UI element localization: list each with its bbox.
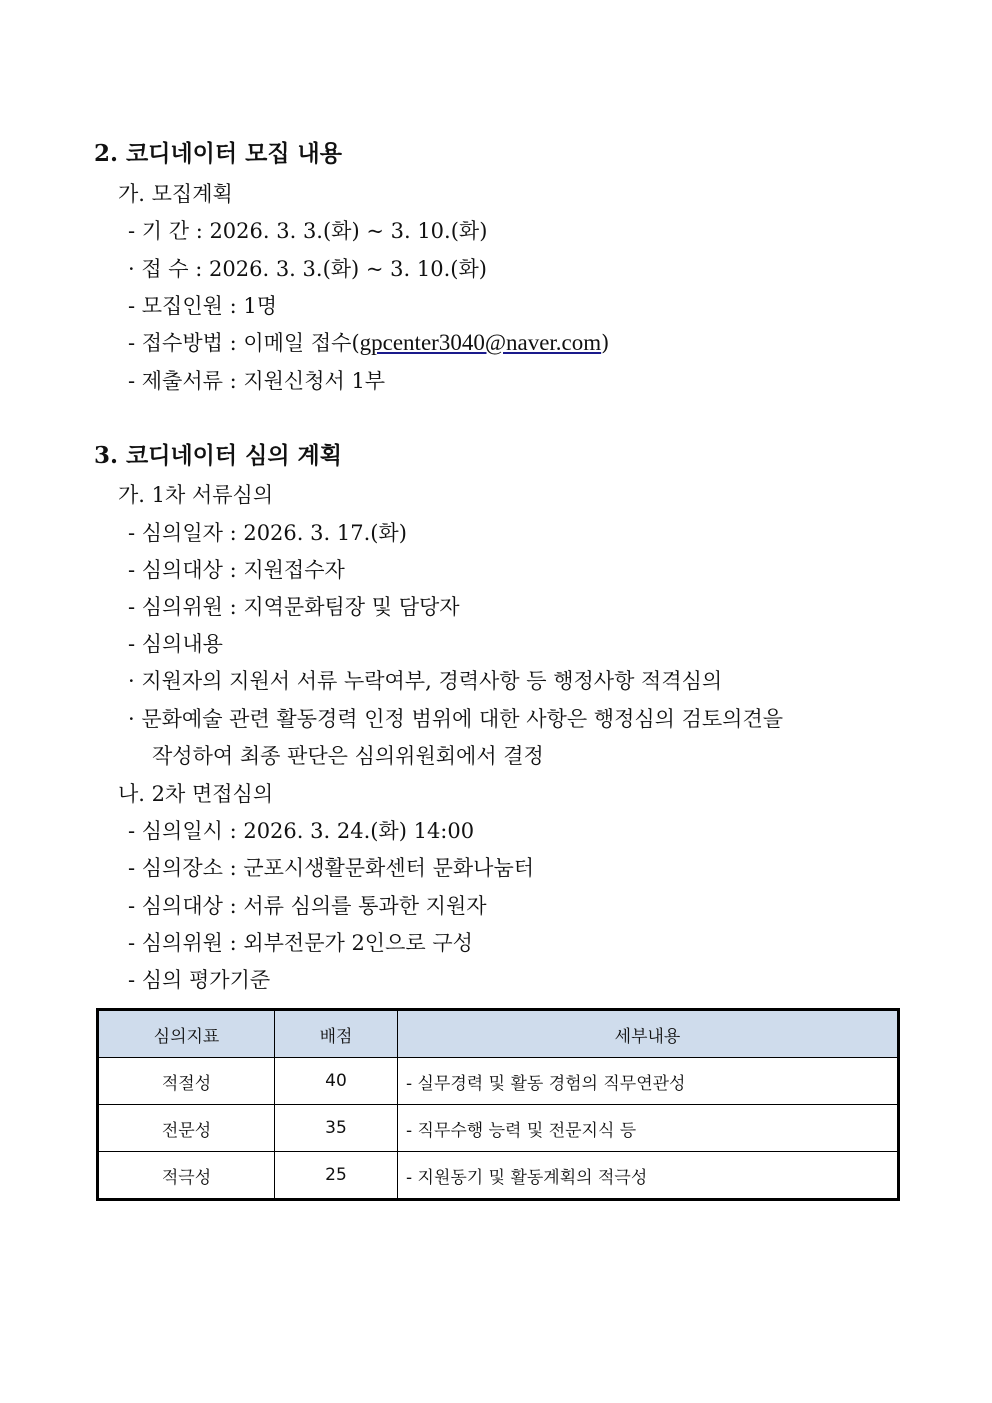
list-item: · 접 수 : 2026. 3. 3.(화) ~ 3. 10.(화) bbox=[128, 257, 487, 281]
detail-cell: - 지원동기 및 활동계획의 적극성 bbox=[398, 1152, 899, 1200]
criterion-cell: 적극성 bbox=[98, 1152, 275, 1200]
list-item: - 심의위원 : 지역문화팀장 및 담당자 bbox=[128, 595, 460, 619]
list-item: - 심의위원 : 외부전문가 2인으로 구성 bbox=[128, 931, 473, 955]
list-item: · 지원자의 지원서 서류 누락여부, 경력사항 등 행정사항 적격심의 bbox=[128, 669, 723, 693]
list-item-text: ) bbox=[601, 331, 610, 355]
criterion-cell: 적절성 bbox=[98, 1058, 275, 1105]
section-heading: 2. 코디네이터 모집 내용 bbox=[94, 140, 342, 167]
list-item bbox=[128, 329, 609, 357]
list-item: - 심의대상 : 서류 심의를 통과한 지원자 bbox=[128, 894, 487, 918]
column-header: 세부내용 bbox=[398, 1010, 899, 1058]
list-item-continuation: 작성하여 최종 판단은 심의위원회에서 결정 bbox=[152, 744, 544, 768]
column-header: 배점 bbox=[275, 1010, 398, 1058]
list-item: - 심의내용 bbox=[128, 632, 223, 656]
email-link[interactable]: gpcenter3040@naver.com bbox=[359, 330, 602, 355]
list-item: - 심의 평가기준 bbox=[128, 968, 271, 992]
list-item: - 기 간 : 2026. 3. 3.(화) ~ 3. 10.(화) bbox=[128, 219, 488, 243]
list-item: - 심의일시 : 2026. 3. 24.(화) 14:00 bbox=[128, 819, 475, 843]
list-item-text: - 접수방법 : 이메일 접수( bbox=[128, 331, 360, 355]
criterion-cell: 전문성 bbox=[98, 1105, 275, 1152]
column-header: 심의지표 bbox=[98, 1010, 275, 1058]
subsection-heading: 나. 2차 면접심의 bbox=[118, 782, 274, 806]
subsection-heading: 가. 1차 서류심의 bbox=[118, 483, 274, 507]
table-row bbox=[98, 1058, 899, 1105]
list-item: - 제출서류 : 지원신청서 1부 bbox=[128, 369, 386, 393]
table-row bbox=[98, 1152, 899, 1200]
list-item: - 모집인원 : 1명 bbox=[128, 294, 277, 318]
detail-cell: - 직무수행 능력 및 전문지식 등 bbox=[398, 1105, 899, 1152]
subsection-heading: 가. 모집계획 bbox=[118, 182, 233, 206]
list-item: - 심의대상 : 지원접수자 bbox=[128, 558, 345, 582]
detail-cell: - 실무경력 및 활동 경험의 직무연관성 bbox=[398, 1058, 899, 1105]
list-item: - 심의장소 : 군포시생활문화센터 문화나눔터 bbox=[128, 856, 535, 880]
score-cell: 25 bbox=[275, 1152, 398, 1200]
list-item: · 문화예술 관련 활동경력 인정 범위에 대한 사항은 행정심의 검토의견을 bbox=[128, 707, 784, 731]
table-row bbox=[98, 1105, 899, 1152]
list-item: - 심의일자 : 2026. 3. 17.(화) bbox=[128, 521, 407, 545]
table-header-row bbox=[98, 1010, 899, 1058]
section-heading: 3. 코디네이터 심의 계획 bbox=[94, 442, 342, 469]
score-cell: 35 bbox=[275, 1105, 398, 1152]
evaluation-criteria-table bbox=[96, 1008, 900, 1201]
score-cell: 40 bbox=[275, 1058, 398, 1105]
